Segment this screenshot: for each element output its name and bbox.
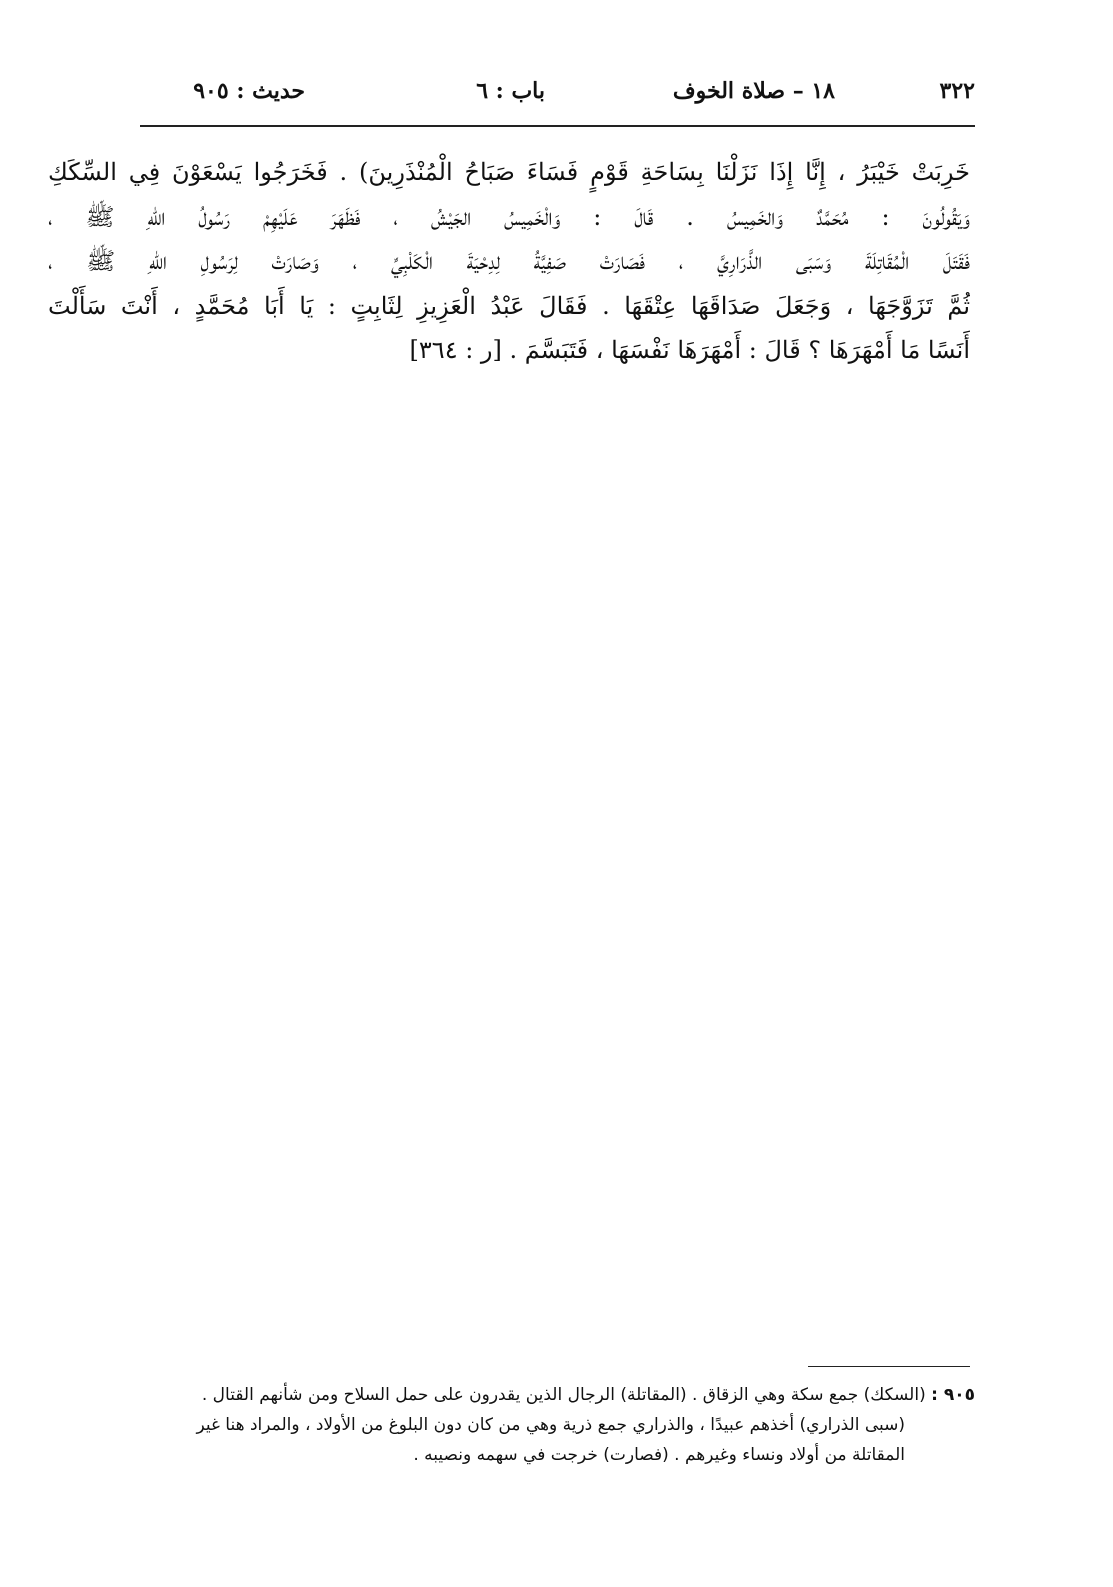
footnote-divider <box>808 1366 970 1367</box>
footnote-line: المقاتلة من أولاد ونساء وغيرهم . (فصارت) خرجت في سهمه ونصيبه . <box>413 1445 905 1465</box>
footnote-line: (سبى الذراري) أخذهم عبيدًا ، والذراري جمع ذرية وهي من كان دون البلوغ من الأولاد ، والمراد هنا غير <box>196 1415 905 1435</box>
text-line: أَنَسًا مَا أَمْهَرَهَا ؟ قَالَ : أَمْهَرَهَا نَفْسَهَا ، فَتَبَسَّمَ . [ر : ٣٦٤] <box>409 336 970 364</box>
footnote-number: ٩٠٥ : <box>931 1385 975 1405</box>
footnotes <box>60 1380 975 1470</box>
running-header <box>140 78 975 118</box>
text-line: وَيَقُولُونَ : مُحَمَّدٌ وَالخَمِيسُ . قَالَ : وَالْخَمِيسُ الجَيْشُ ، فَظَهَرَ عَلَيْهِمْ رَسُولُ اللهِ ﷺ ، <box>48 202 970 231</box>
chapter-title: ١٨ – صلاة الخوف <box>672 78 835 104</box>
page-number: ٣٢٢ <box>939 78 975 104</box>
hadith-number: حديث : ٩٠٥ <box>193 78 305 104</box>
text-line: ثُمَّ تَزَوَّجَهَا ، وَجَعَلَ صَدَاقَهَا عِتْقَهَا . فَقَالَ عَبْدُ الْعَزِيزِ لِثَابِتٍ : يَا أَبَا مُحَمَّدٍ ، أَنْتَ سَأَلْتَ <box>48 291 970 320</box>
text-line: خَرِبَتْ خَيْبَرُ ، إِنَّا إِذَا نَزَلْنَا بِسَاحَةِ قَوْمٍ فَسَاءَ صَبَاحُ الْمُنْذَرِينَ) . فَخَرَجُوا يَسْعَوْنَ فِي السِّكَكِ <box>48 158 970 186</box>
header-divider <box>140 125 975 127</box>
footnote-text: (السكك) جمع سكة وهي الزقاق . (المقاتلة) الرجال الذين يقدرون على حمل السلاح ومن شأنهم القتال . <box>201 1385 926 1405</box>
text-line: فَقَتَلَ الْمُقَاتِلَةَ وَسَبَى الذَّرَارِيَّ ، فَصَارَتْ صَفِيَّةُ لِدِحْيَةَ الْكَلْبِيِّ ، وَصَارَتْ لِرَسُولِ اللهِ ﷺ ، <box>48 247 970 275</box>
bab-number: باب : ٦ <box>476 78 545 104</box>
hadith-text <box>48 150 970 373</box>
footnote-line <box>60 1380 975 1410</box>
